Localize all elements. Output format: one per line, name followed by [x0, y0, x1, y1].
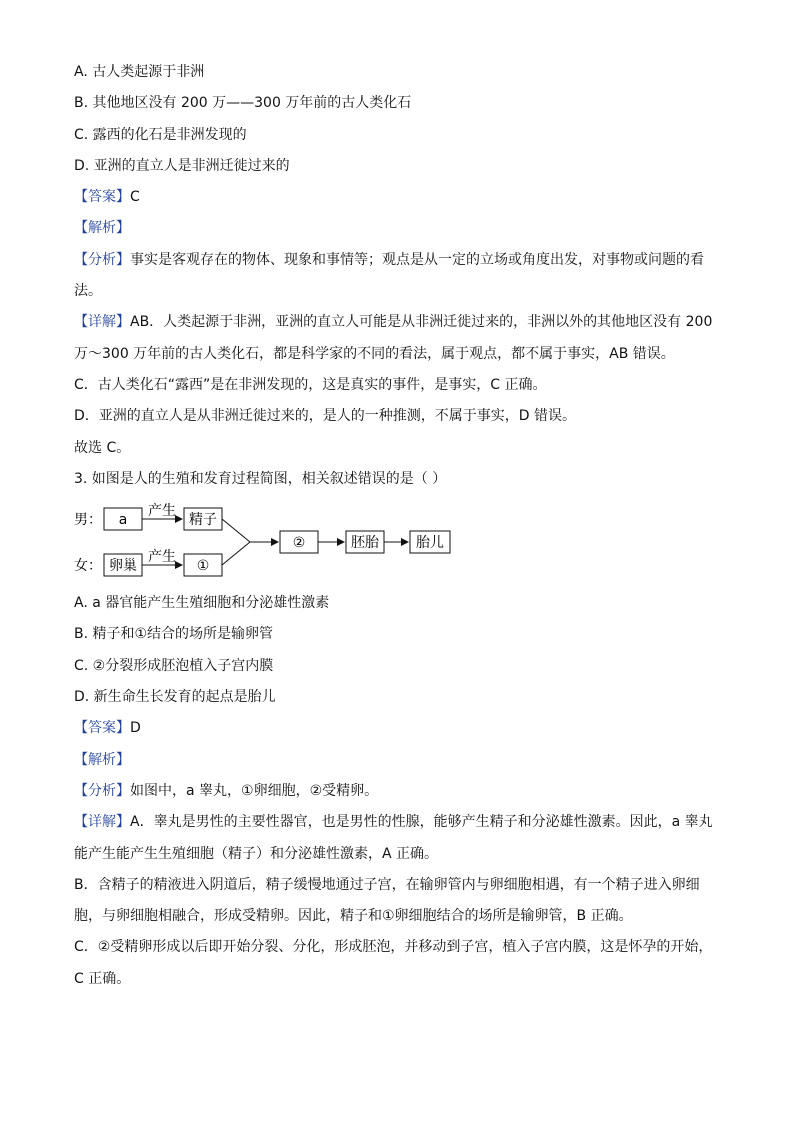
q2-answer: [74, 187, 724, 207]
xiangjie-a-text: A．睾丸是男性的主要性器官，也是男性的性腺，能够产生精子和分泌雄性激素。因此，a 睾丸: [130, 814, 713, 831]
q2-option-d: D. 亚洲的直立人是非洲迁徙过来的: [74, 157, 290, 174]
fenxi-text: 事实是客观存在的物体、现象和事情等；观点是从一定的立场或角度出发，对事物或问题的看: [130, 251, 704, 268]
q3-option-b: B. 精子和①结合的场所是输卵管: [74, 626, 274, 643]
q2-option-b: B. 其他地区没有 200 万——300 万年前的古人类化石: [74, 95, 412, 112]
q3-xiangjie-c-cont: C 正确。: [74, 970, 131, 987]
jiexi-tag: 【解析】: [74, 751, 130, 768]
fenxi-text: 如图中，a 睾丸，①卵细胞，②受精卵。: [130, 782, 379, 799]
box-sperm-label: 精子: [189, 512, 217, 529]
q3-xiangjie-c: C．②受精卵形成以后即开始分裂、分化，形成胚泡，并移动到子宫，植入子宫内膜，这是怀孕的开始，: [74, 939, 713, 956]
q2-jiexi: [74, 218, 724, 238]
q3-option-a: A. a 器官能产生生殖细胞和分泌雄性激素: [74, 595, 330, 612]
merge-line-bottom: [222, 542, 250, 565]
q2-fenxi: [74, 250, 724, 270]
box-zygote-label: ②: [292, 535, 306, 552]
answer-value: D: [130, 720, 141, 737]
box-egg-label: ①: [196, 558, 210, 575]
male-label: 男：: [74, 512, 102, 529]
answer-value: C: [130, 189, 140, 206]
q2-conclusion: 故选 C。: [74, 439, 131, 456]
answer-tag: 【答案】: [74, 720, 130, 737]
q3-option-d: D. 新生命生长发育的起点是胎儿: [74, 689, 276, 706]
q2-xiangjie-ab-cont: 万～300 万年前的古人类化石，都是科学家的不同的看法，属于观点，都不属于事实，AB 错误。: [74, 345, 675, 362]
q2-option-c: C. 露西的化石是非洲发现的: [74, 126, 247, 143]
jiexi-tag: 【解析】: [74, 220, 130, 237]
q3-xiangjie-b: B．含精子的精液进入阴道后，精子缓慢地通过子宫，在输卵管内与卵细胞相遇，有一个精子进入卵细: [74, 876, 700, 893]
reproduction-flow-svg: [74, 500, 474, 584]
xiangjie-tag: 【详解】: [74, 314, 130, 331]
xiangjie-ab-text: AB．人类起源于非洲，亚洲的直立人可能是从非洲迁徙过来的，非洲以外的其他地区没有 200: [130, 314, 713, 331]
xiangjie-tag: 【详解】: [74, 814, 130, 831]
reproduction-diagram: [74, 500, 724, 584]
q3-jiexi: [74, 750, 724, 770]
q3-option-c: C. ②分裂形成胚泡植入子宫内膜: [74, 657, 274, 674]
arrow-produce-top-label: 产生: [148, 503, 176, 520]
box-a-label: a: [118, 512, 128, 529]
answer-tag: 【答案】: [74, 189, 130, 206]
q2-xiangjie-d: D．亚洲的直立人是从非洲迁徙过来的，是人的一种推测，不属于事实，D 错误。: [74, 408, 577, 425]
box-embryo-label: 胚胎: [351, 535, 379, 552]
box-ovary-label: 卵巢: [109, 558, 137, 575]
q3-xiangjie-b-cont: 胞，与卵细胞相融合，形成受精卵。因此，精子和①卵细胞结合的场所是输卵管，B 正确。: [74, 908, 633, 925]
document-page: [74, 62, 724, 1000]
fenxi-tag: 【分析】: [74, 782, 130, 799]
q3-fenxi: [74, 781, 724, 801]
arrow-produce-bottom-label: 产生: [148, 549, 176, 566]
female-label: 女：: [74, 558, 102, 575]
box-fetus-label: 胎儿: [416, 535, 444, 552]
q2-option-a: A. 古人类起源于非洲: [74, 64, 205, 80]
q2-fenxi-cont: 法。: [74, 283, 102, 300]
q3-xiangjie-a: [74, 812, 724, 832]
fenxi-tag: 【分析】: [74, 251, 130, 268]
merge-line-top: [222, 519, 250, 542]
q2-xiangjie-ab: [74, 312, 724, 332]
q2-xiangjie-c: C．古人类化石“露西”是在非洲发现的，这是真实的事件，是事实，C 正确。: [74, 376, 547, 393]
q3-answer: [74, 718, 724, 738]
q3-xiangjie-a-cont: 能产生能产生生殖细胞（精子）和分泌雄性激素，A 正确。: [74, 845, 439, 862]
q3-stem: 3. 如图是人的生殖和发育过程简图，相关叙述错误的是（ ）: [74, 470, 447, 487]
